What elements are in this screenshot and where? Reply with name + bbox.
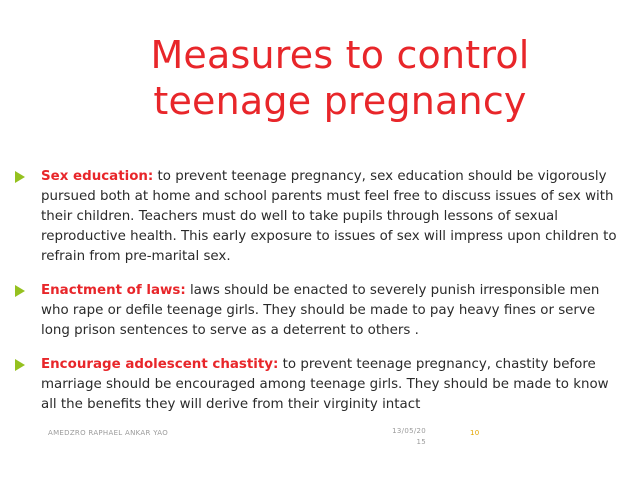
bullet-list bbox=[14, 167, 626, 429]
bullet-arrow-icon bbox=[15, 359, 25, 371]
bullet-term: Enactment of laws: bbox=[41, 283, 186, 298]
bullet-item-sex-education bbox=[14, 167, 626, 267]
footer-date-line-1: 13/05/20 bbox=[392, 427, 426, 435]
bullet-term: Sex education: bbox=[41, 169, 154, 184]
bullet-term: Encourage adolescent chastity: bbox=[41, 357, 279, 372]
bullet-item-adolescent-chastity bbox=[14, 355, 626, 415]
bullet-arrow-icon bbox=[15, 285, 25, 297]
bullet-arrow-icon bbox=[15, 171, 25, 183]
bullet-item-enactment-of-laws bbox=[14, 281, 626, 341]
slide-title-line-2: teenage pregnancy bbox=[153, 79, 527, 123]
footer-date-line-2: 15 bbox=[416, 438, 426, 446]
footer-date bbox=[368, 426, 426, 448]
bullet-text: to prevent teenage pregnancy, chastity before marriage should be encouraged among teenage girls. They should be made to know all the benefits they will derive from their virginity intact bbox=[41, 357, 609, 412]
slide-title-line-1: Measures to control bbox=[150, 33, 530, 77]
slide-title bbox=[60, 32, 620, 124]
footer-page-number: 10 bbox=[470, 429, 480, 437]
bullet-text: to prevent teenage pregnancy, sex education should be vigorously pursued both at home and school parents must feel free to discuss issues of sex with their children. Teachers must do well to take pupils through lessons of sexual reproductive health. This early exposure to issues of sex will impress upon children to refrain from pre-marital sex. bbox=[41, 169, 617, 264]
footer-author: AMEDZRO RAPHAEL ANKAR YAO bbox=[48, 429, 169, 437]
bullet-text: laws should be enacted to severely punish irresponsible men who rape or defile teenage girls. They should be made to pay heavy fines or serve long prison sentences to serve as a deterrent to others . bbox=[41, 283, 600, 338]
